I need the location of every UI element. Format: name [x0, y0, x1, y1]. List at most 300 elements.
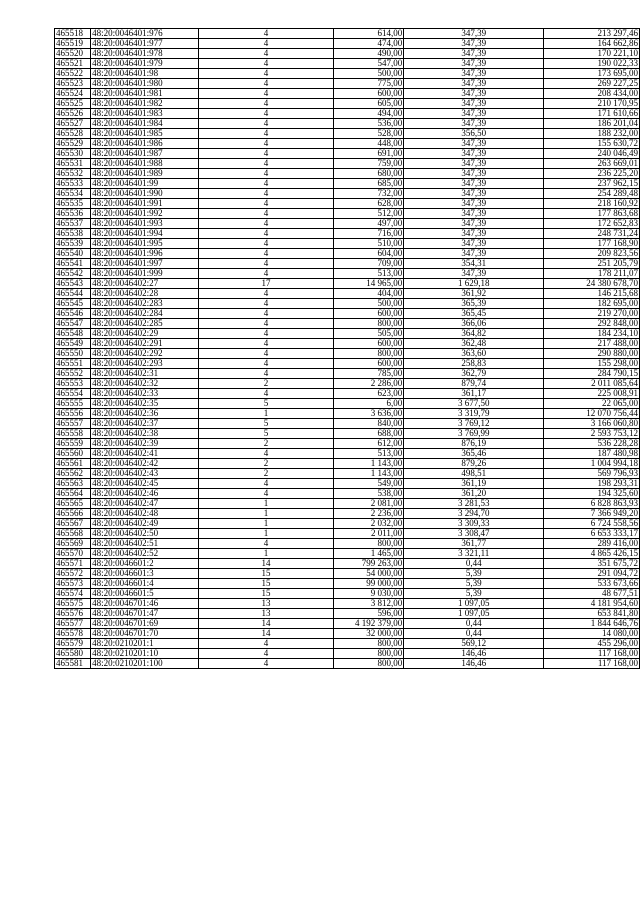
row-number-cell: 465535 [55, 199, 91, 209]
group-cell: 4 [198, 159, 333, 169]
row-number-cell: 465580 [55, 649, 91, 659]
table-row [55, 539, 640, 549]
cadastral-number-cell: 48:20:0046401:980 [91, 79, 199, 89]
cadastral-number-cell: 48:20:0046402:45 [91, 479, 199, 489]
cadastral-number-cell: 48:20:0046601:2 [91, 559, 199, 569]
cadastral-number-cell: 48:20:0210201:100 [91, 659, 199, 669]
area-cell: 549,00 [334, 479, 404, 489]
row-number-cell: 465560 [55, 449, 91, 459]
cadastral-number-cell: 48:20:0046401:99 [91, 179, 199, 189]
table-row [55, 159, 640, 169]
cadastral-value-table [54, 28, 640, 669]
unit-value-cell: 354,31 [404, 259, 544, 269]
row-number-cell: 465536 [55, 209, 91, 219]
cadastral-number-cell: 48:20:0046402:37 [91, 419, 199, 429]
group-cell: 4 [198, 139, 333, 149]
cadastral-value-cell: 236 225,20 [544, 169, 640, 179]
table-row [55, 379, 640, 389]
table-row [55, 349, 640, 359]
cadastral-number-cell: 48:20:0046701:47 [91, 609, 199, 619]
row-number-cell: 465563 [55, 479, 91, 489]
cadastral-value-cell: 170 221,10 [544, 49, 640, 59]
table-row [55, 399, 640, 409]
unit-value-cell: 347,39 [404, 179, 544, 189]
group-cell: 4 [198, 89, 333, 99]
cadastral-value-cell: 22 065,00 [544, 399, 640, 409]
group-cell: 4 [198, 349, 333, 359]
cadastral-number-cell: 48:20:0046402:49 [91, 519, 199, 529]
cadastral-value-cell: 263 669,01 [544, 159, 640, 169]
row-number-cell: 465523 [55, 79, 91, 89]
area-cell: 600,00 [334, 359, 404, 369]
row-number-cell: 465543 [55, 279, 91, 289]
row-number-cell: 465544 [55, 289, 91, 299]
row-number-cell: 465561 [55, 459, 91, 469]
cadastral-number-cell: 48:20:0046401:990 [91, 189, 199, 199]
table-row [55, 39, 640, 49]
row-number-cell: 465568 [55, 529, 91, 539]
area-cell: 600,00 [334, 89, 404, 99]
cadastral-value-cell: 187 480,98 [544, 449, 640, 459]
area-cell: 2 286,00 [334, 379, 404, 389]
table-row [55, 659, 640, 669]
group-cell: 5 [198, 419, 333, 429]
unit-value-cell: 258,83 [404, 359, 544, 369]
unit-value-cell: 366,06 [404, 319, 544, 329]
unit-value-cell: 361,20 [404, 489, 544, 499]
table-row [55, 509, 640, 519]
row-number-cell: 465547 [55, 319, 91, 329]
group-cell: 14 [198, 619, 333, 629]
unit-value-cell: 347,39 [404, 219, 544, 229]
row-number-cell: 465527 [55, 119, 91, 129]
group-cell: 4 [198, 539, 333, 549]
group-cell: 1 [198, 529, 333, 539]
area-cell: 513,00 [334, 449, 404, 459]
row-number-cell: 465550 [55, 349, 91, 359]
area-cell: 785,00 [334, 369, 404, 379]
group-cell: 13 [198, 599, 333, 609]
area-cell: 538,00 [334, 489, 404, 499]
table-row [55, 629, 640, 639]
cadastral-number-cell: 48:20:0046401:991 [91, 199, 199, 209]
table-row [55, 599, 640, 609]
row-number-cell: 465578 [55, 629, 91, 639]
table-row [55, 279, 640, 289]
cadastral-value-cell: 210 170,95 [544, 99, 640, 109]
group-cell: 15 [198, 569, 333, 579]
unit-value-cell: 361,77 [404, 539, 544, 549]
cadastral-value-cell: 184 234,10 [544, 329, 640, 339]
cadastral-number-cell: 48:20:0046401:977 [91, 39, 199, 49]
row-number-cell: 465558 [55, 429, 91, 439]
cadastral-number-cell: 48:20:0046402:51 [91, 539, 199, 549]
cadastral-number-cell: 48:20:0046402:46 [91, 489, 199, 499]
table-row [55, 29, 640, 39]
area-cell: 688,00 [334, 429, 404, 439]
unit-value-cell: 361,19 [404, 479, 544, 489]
unit-value-cell: 356,50 [404, 129, 544, 139]
group-cell: 4 [198, 79, 333, 89]
row-number-cell: 465573 [55, 579, 91, 589]
cadastral-number-cell: 48:20:0210201:10 [91, 649, 199, 659]
cadastral-value-cell: 213 297,46 [544, 29, 640, 39]
group-cell: 4 [198, 289, 333, 299]
cadastral-number-cell: 48:20:0046701:70 [91, 629, 199, 639]
unit-value-cell: 0,44 [404, 629, 544, 639]
cadastral-value-cell: 1 844 646,76 [544, 619, 640, 629]
unit-value-cell: 362,48 [404, 339, 544, 349]
area-cell: 547,00 [334, 59, 404, 69]
unit-value-cell: 879,74 [404, 379, 544, 389]
cadastral-number-cell: 48:20:0046402:28 [91, 289, 199, 299]
cadastral-value-cell: 194 325,60 [544, 489, 640, 499]
unit-value-cell: 3 281,53 [404, 499, 544, 509]
group-cell: 1 [198, 519, 333, 529]
group-cell: 4 [198, 639, 333, 649]
row-number-cell: 465562 [55, 469, 91, 479]
area-cell: 685,00 [334, 179, 404, 189]
row-number-cell: 465542 [55, 269, 91, 279]
table-row [55, 639, 640, 649]
group-cell: 4 [198, 659, 333, 669]
unit-value-cell: 361,92 [404, 289, 544, 299]
unit-value-cell: 364,82 [404, 329, 544, 339]
group-cell: 4 [198, 309, 333, 319]
area-cell: 528,00 [334, 129, 404, 139]
group-cell: 4 [198, 489, 333, 499]
cadastral-value-cell: 292 848,00 [544, 319, 640, 329]
table-row [55, 229, 640, 239]
area-cell: 536,00 [334, 119, 404, 129]
cadastral-number-cell: 48:20:0046601:5 [91, 589, 199, 599]
unit-value-cell: 363,60 [404, 349, 544, 359]
area-cell: 596,00 [334, 609, 404, 619]
cadastral-value-cell: 217 488,00 [544, 339, 640, 349]
cadastral-number-cell: 48:20:0046401:997 [91, 259, 199, 269]
row-number-cell: 465555 [55, 399, 91, 409]
unit-value-cell: 3 294,70 [404, 509, 544, 519]
area-cell: 680,00 [334, 169, 404, 179]
group-cell: 1 [198, 409, 333, 419]
cadastral-number-cell: 48:20:0046401:976 [91, 29, 199, 39]
row-number-cell: 465533 [55, 179, 91, 189]
cadastral-value-cell: 177 168,90 [544, 239, 640, 249]
table-row [55, 319, 640, 329]
cadastral-value-cell: 177 863,68 [544, 209, 640, 219]
area-cell: 2 236,00 [334, 509, 404, 519]
unit-value-cell: 347,39 [404, 269, 544, 279]
table-row [55, 199, 640, 209]
row-number-cell: 465534 [55, 189, 91, 199]
group-cell: 4 [198, 109, 333, 119]
cadastral-value-cell: 208 434,00 [544, 89, 640, 99]
unit-value-cell: 0,44 [404, 559, 544, 569]
group-cell: 4 [198, 259, 333, 269]
cadastral-value-cell: 146 215,68 [544, 289, 640, 299]
row-number-cell: 465577 [55, 619, 91, 629]
group-cell: 4 [198, 179, 333, 189]
unit-value-cell: 879,26 [404, 459, 544, 469]
cadastral-number-cell: 48:20:0046402:48 [91, 509, 199, 519]
area-cell: 840,00 [334, 419, 404, 429]
cadastral-number-cell: 48:20:0046401:978 [91, 49, 199, 59]
cadastral-number-cell: 48:20:0046402:32 [91, 379, 199, 389]
unit-value-cell: 3 769,12 [404, 419, 544, 429]
table-row [55, 649, 640, 659]
table-row [55, 569, 640, 579]
cadastral-value-cell: 7 366 949,20 [544, 509, 640, 519]
table-row [55, 289, 640, 299]
cadastral-number-cell: 48:20:0046402:52 [91, 549, 199, 559]
unit-value-cell: 1 097,05 [404, 609, 544, 619]
group-cell: 17 [198, 279, 333, 289]
group-cell: 4 [198, 39, 333, 49]
row-number-cell: 465545 [55, 299, 91, 309]
area-cell: 1 143,00 [334, 469, 404, 479]
area-cell: 494,00 [334, 109, 404, 119]
table-row [55, 209, 640, 219]
group-cell: 4 [198, 479, 333, 489]
cadastral-number-cell: 48:20:0046402:36 [91, 409, 199, 419]
table-row [55, 89, 640, 99]
table-row [55, 519, 640, 529]
cadastral-value-cell: 289 416,00 [544, 539, 640, 549]
table-row [55, 139, 640, 149]
unit-value-cell: 876,19 [404, 439, 544, 449]
row-number-cell: 465556 [55, 409, 91, 419]
unit-value-cell: 347,39 [404, 49, 544, 59]
area-cell: 628,00 [334, 199, 404, 209]
table-row [55, 409, 640, 419]
area-cell: 800,00 [334, 539, 404, 549]
cadastral-number-cell: 48:20:0046402:31 [91, 369, 199, 379]
area-cell: 99 000,00 [334, 579, 404, 589]
group-cell: 5 [198, 429, 333, 439]
unit-value-cell: 347,39 [404, 229, 544, 239]
cadastral-number-cell: 48:20:0046401:996 [91, 249, 199, 259]
cadastral-value-cell: 6 828 863,93 [544, 499, 640, 509]
area-cell: 6,00 [334, 399, 404, 409]
table-body [55, 29, 640, 669]
table-row [55, 489, 640, 499]
row-number-cell: 465526 [55, 109, 91, 119]
area-cell: 759,00 [334, 159, 404, 169]
unit-value-cell: 347,39 [404, 29, 544, 39]
cadastral-value-cell: 1 004 994,18 [544, 459, 640, 469]
cadastral-number-cell: 48:20:0046402:42 [91, 459, 199, 469]
unit-value-cell: 1 097,05 [404, 599, 544, 609]
row-number-cell: 465554 [55, 389, 91, 399]
group-cell: 4 [198, 449, 333, 459]
cadastral-value-cell: 14 080,00 [544, 629, 640, 639]
area-cell: 775,00 [334, 79, 404, 89]
cadastral-value-cell: 269 227,25 [544, 79, 640, 89]
cadastral-value-cell: 2 593 753,12 [544, 429, 640, 439]
row-number-cell: 465528 [55, 129, 91, 139]
cadastral-number-cell: 48:20:0046402:39 [91, 439, 199, 449]
table-row [55, 169, 640, 179]
cadastral-value-cell: 2 011 085,64 [544, 379, 640, 389]
area-cell: 3 636,00 [334, 409, 404, 419]
cadastral-number-cell: 48:20:0046401:984 [91, 119, 199, 129]
group-cell: 4 [198, 149, 333, 159]
group-cell: 4 [198, 359, 333, 369]
group-cell: 4 [198, 209, 333, 219]
row-number-cell: 465521 [55, 59, 91, 69]
table-row [55, 559, 640, 569]
table-row [55, 459, 640, 469]
group-cell: 4 [198, 229, 333, 239]
table-row [55, 59, 640, 69]
group-cell: 4 [198, 319, 333, 329]
row-number-cell: 465559 [55, 439, 91, 449]
table-row [55, 419, 640, 429]
cadastral-value-cell: 186 201,04 [544, 119, 640, 129]
cadastral-value-cell: 117 168,00 [544, 659, 640, 669]
row-number-cell: 465539 [55, 239, 91, 249]
unit-value-cell: 5,39 [404, 589, 544, 599]
row-number-cell: 465567 [55, 519, 91, 529]
cadastral-number-cell: 48:20:0046601:4 [91, 579, 199, 589]
row-number-cell: 465572 [55, 569, 91, 579]
row-number-cell: 465552 [55, 369, 91, 379]
table-row [55, 259, 640, 269]
row-number-cell: 465548 [55, 329, 91, 339]
table-row [55, 269, 640, 279]
unit-value-cell: 365,45 [404, 309, 544, 319]
cadastral-number-cell: 48:20:0046402:283 [91, 299, 199, 309]
table-row [55, 549, 640, 559]
unit-value-cell: 347,39 [404, 79, 544, 89]
group-cell: 4 [198, 239, 333, 249]
cadastral-value-cell: 182 695,00 [544, 299, 640, 309]
area-cell: 54 000,00 [334, 569, 404, 579]
row-number-cell: 465569 [55, 539, 91, 549]
cadastral-number-cell: 48:20:0046402:284 [91, 309, 199, 319]
cadastral-number-cell: 48:20:0046402:41 [91, 449, 199, 459]
row-number-cell: 465541 [55, 259, 91, 269]
table-row [55, 389, 640, 399]
area-cell: 800,00 [334, 659, 404, 669]
table-row [55, 219, 640, 229]
cadastral-number-cell: 48:20:0046401:982 [91, 99, 199, 109]
cadastral-value-cell: 533 673,66 [544, 579, 640, 589]
row-number-cell: 465571 [55, 559, 91, 569]
area-cell: 2 011,00 [334, 529, 404, 539]
group-cell: 4 [198, 189, 333, 199]
table-row [55, 499, 640, 509]
row-number-cell: 465566 [55, 509, 91, 519]
unit-value-cell: 347,39 [404, 209, 544, 219]
area-cell: 732,00 [334, 189, 404, 199]
cadastral-number-cell: 48:20:0046701:46 [91, 599, 199, 609]
cadastral-value-cell: 3 166 060,80 [544, 419, 640, 429]
group-cell: 4 [198, 119, 333, 129]
cadastral-number-cell: 48:20:0046401:98 [91, 69, 199, 79]
unit-value-cell: 347,39 [404, 119, 544, 129]
row-number-cell: 465519 [55, 39, 91, 49]
cadastral-number-cell: 48:20:0046402:293 [91, 359, 199, 369]
area-cell: 505,00 [334, 329, 404, 339]
cadastral-value-cell: 12 070 756,44 [544, 409, 640, 419]
row-number-cell: 465546 [55, 309, 91, 319]
group-cell: 4 [198, 269, 333, 279]
cadastral-number-cell: 48:20:0046401:992 [91, 209, 199, 219]
group-cell: 15 [198, 589, 333, 599]
cadastral-value-cell: 24 380 678,70 [544, 279, 640, 289]
row-number-cell: 465538 [55, 229, 91, 239]
cadastral-number-cell: 48:20:0046401:993 [91, 219, 199, 229]
cadastral-value-cell: 4 865 426,15 [544, 549, 640, 559]
cadastral-number-cell: 48:20:0046402:291 [91, 339, 199, 349]
table-row [55, 589, 640, 599]
table-row [55, 609, 640, 619]
unit-value-cell: 365,46 [404, 449, 544, 459]
area-cell: 4 192 379,00 [334, 619, 404, 629]
row-number-cell: 465579 [55, 639, 91, 649]
cadastral-value-cell: 536 228,28 [544, 439, 640, 449]
unit-value-cell: 498,51 [404, 469, 544, 479]
table-row [55, 129, 640, 139]
cadastral-number-cell: 48:20:0046402:285 [91, 319, 199, 329]
area-cell: 500,00 [334, 299, 404, 309]
area-cell: 2 081,00 [334, 499, 404, 509]
unit-value-cell: 146,46 [404, 659, 544, 669]
cadastral-value-cell: 218 160,92 [544, 199, 640, 209]
area-cell: 605,00 [334, 99, 404, 109]
row-number-cell: 465570 [55, 549, 91, 559]
cadastral-value-cell: 171 610,66 [544, 109, 640, 119]
cadastral-value-cell: 219 270,00 [544, 309, 640, 319]
table-row [55, 249, 640, 259]
area-cell: 612,00 [334, 439, 404, 449]
unit-value-cell: 347,39 [404, 249, 544, 259]
area-cell: 614,00 [334, 29, 404, 39]
cadastral-value-cell: 290 880,00 [544, 349, 640, 359]
row-number-cell: 465524 [55, 89, 91, 99]
cadastral-value-cell: 178 211,07 [544, 269, 640, 279]
table-row [55, 339, 640, 349]
cadastral-value-cell: 209 823,56 [544, 249, 640, 259]
cadastral-value-cell: 291 094,72 [544, 569, 640, 579]
cadastral-value-cell: 6 724 558,56 [544, 519, 640, 529]
area-cell: 800,00 [334, 639, 404, 649]
row-number-cell: 465520 [55, 49, 91, 59]
area-cell: 14 965,00 [334, 279, 404, 289]
cadastral-number-cell: 48:20:0046401:979 [91, 59, 199, 69]
group-cell: 4 [198, 339, 333, 349]
cadastral-number-cell: 48:20:0046401:987 [91, 149, 199, 159]
cadastral-number-cell: 48:20:0046401:989 [91, 169, 199, 179]
unit-value-cell: 3 769,99 [404, 429, 544, 439]
cadastral-number-cell: 48:20:0046402:29 [91, 329, 199, 339]
unit-value-cell: 0,44 [404, 619, 544, 629]
cadastral-value-cell: 351 675,72 [544, 559, 640, 569]
unit-value-cell: 3 309,33 [404, 519, 544, 529]
cadastral-value-cell: 172 652,83 [544, 219, 640, 229]
table-row [55, 449, 640, 459]
cadastral-value-cell: 155 630,72 [544, 139, 640, 149]
cadastral-number-cell: 48:20:0046401:988 [91, 159, 199, 169]
table-row [55, 579, 640, 589]
group-cell: 4 [198, 59, 333, 69]
row-number-cell: 465581 [55, 659, 91, 669]
cadastral-value-cell: 164 662,86 [544, 39, 640, 49]
cadastral-number-cell: 48:20:0046601:3 [91, 569, 199, 579]
unit-value-cell: 347,39 [404, 89, 544, 99]
unit-value-cell: 347,39 [404, 59, 544, 69]
